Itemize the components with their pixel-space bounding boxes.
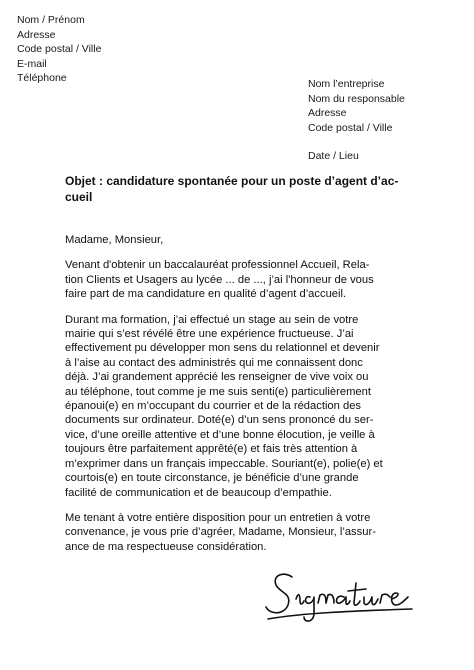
paragraph-introduction	[65, 258, 443, 301]
letter-body	[65, 233, 443, 565]
body-line: vice, d’une oreille attentive et d’une bonne élocution, je veille à	[65, 428, 375, 441]
body-line: faire part de ma candidature en qualité d’agent d’accueil.	[65, 288, 347, 301]
recipient-company: Nom l’entreprise	[308, 78, 385, 90]
body-line: toujours être parfaitement apprêté(e) et fais très attention à	[65, 443, 358, 456]
recipient-manager: Nom du responsable	[308, 92, 405, 105]
body-line: m’exprimer dans un français impeccable. Souriant(e), polie(e) et	[65, 457, 383, 470]
body-line: ance de ma respectueuse considération.	[65, 540, 267, 553]
body-line: au téléphone, tout comme je me suis senti(e) particulièrement	[65, 385, 371, 398]
body-line: à l’aise au contact des administrés qui me connaissent donc	[65, 356, 363, 369]
body-line: mairie qui s’est révélé être une expérience fructueuse. J’ai	[65, 328, 354, 341]
handwritten-signature	[262, 563, 422, 633]
sender-address: Adresse	[17, 28, 56, 41]
body-line: déjà. J’ai grandement apprécié les renseigner de vive voix ou	[65, 371, 369, 384]
sender-postal-city: Code postal / Ville	[17, 43, 102, 56]
body-line: facilité de communication et de beaucoup d’empathie.	[65, 486, 332, 499]
body-line: tion Clients et Usagers au lycée ... de ..., j’ai l'honneur de vous	[65, 273, 374, 286]
body-line: Venant d'obtenir un baccalauréat professionnel Accueil, Rela-	[65, 259, 370, 272]
sender-block	[17, 13, 101, 86]
body-line: documents sur ordinateur. Doté(e) d’un sens prononcé du ser-	[65, 414, 374, 427]
salutation: Madame, Monsieur,	[65, 234, 164, 246]
sender-email: E-mail	[17, 57, 47, 70]
date-place: Date / Lieu	[308, 150, 359, 162]
paragraph-experience	[65, 313, 443, 500]
recipient-block	[308, 77, 405, 135]
body-line: Me tenant à votre entière disposition pour un entretien à votre	[65, 511, 371, 524]
body-line: convenance, je vous prie d’agréer, Madame, Monsieur, l’assur-	[65, 526, 376, 539]
body-line: courtois(e) en toute circonstance, je bénéficie d’une grande	[65, 472, 359, 485]
body-line: épanoui(e) en m’occupant du courrier et de la rédaction des	[65, 400, 362, 413]
recipient-address: Adresse	[308, 107, 347, 120]
body-line: effectivement pu développer mon sens du relationnel et devenir	[65, 342, 380, 355]
recipient-postal-city: Code postal / Ville	[308, 121, 393, 134]
subject-line-text: cueil	[65, 190, 93, 204]
sender-phone: Téléphone	[17, 72, 67, 85]
body-line: Durant ma formation, j’ai effectué un stage au sein de votre	[65, 313, 359, 326]
paragraph-closing	[65, 511, 443, 554]
subject-line-text: Objet : candidature spontanée pour un poste d’agent d’ac-	[65, 174, 399, 188]
subject-line	[65, 173, 440, 205]
sender-name: Nom / Prénom	[17, 14, 85, 26]
